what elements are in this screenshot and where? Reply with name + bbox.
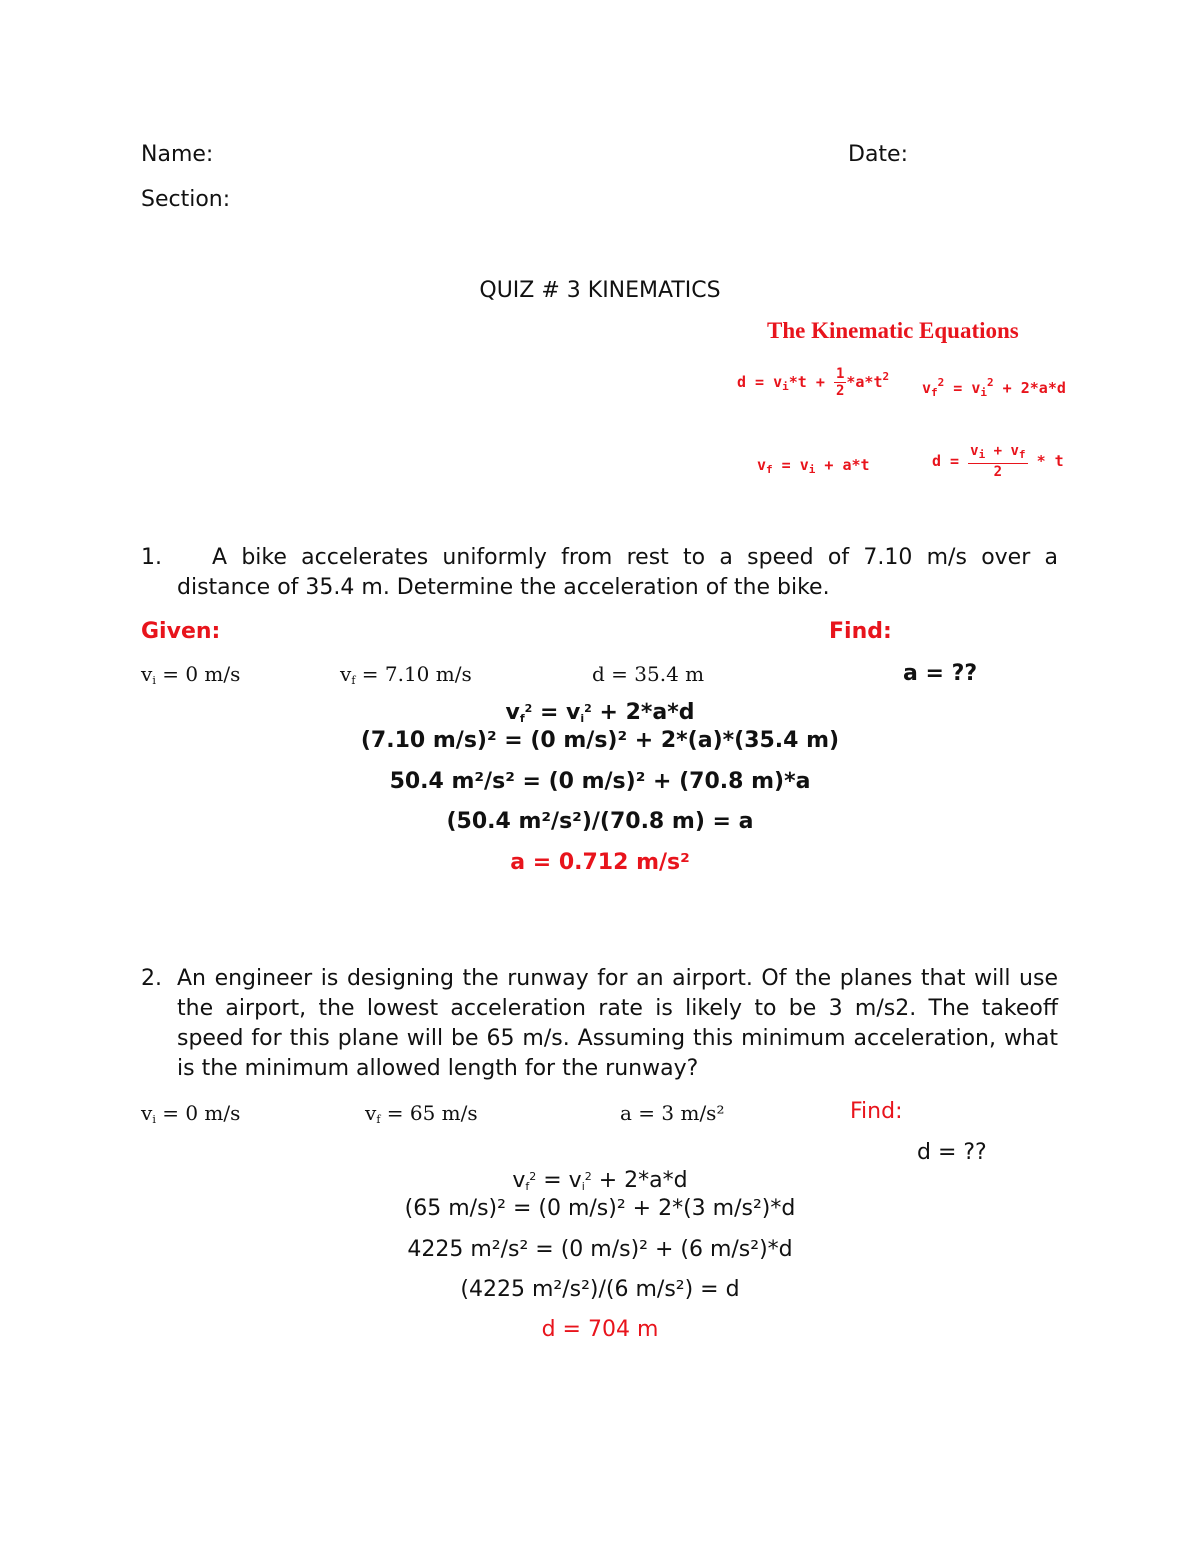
problem-2-step-1: $vf^2 = vi^2 + 2*a*d$ bbox=[512, 1168, 688, 1193]
find-acceleration: a = ?? bbox=[903, 661, 978, 686]
given-label: Given: bbox=[141, 619, 221, 644]
problem-1-number: 1. bbox=[141, 545, 162, 570]
problem-1-text: A bike accelerates uniformly from rest to a speed of 7.10 m/s over a distance of 35.4 m. Determine the acceleration of the bike. bbox=[177, 545, 1058, 600]
kinematic-equation-velocity: $v_f = v_i + a*t$ bbox=[757, 456, 870, 476]
problem-2-text: An engineer is designing the runway for an airport. Of the planes that will use the airport, the lowest acceleration rate is likely to be 3 m/s2. The takeoff speed for this plane will be 65 m/s. Assuming this minimum acceleration, what is the minimum allowed length for the runway? bbox=[177, 966, 1058, 1081]
given-initial-velocity-2: vi = 0 m/s bbox=[141, 1101, 241, 1126]
problem-2-step-3: 4225 m²/s² = (0 m/s)² + (6 m/s²)*d bbox=[407, 1237, 793, 1262]
given-acceleration-2: a = 3 m/s² bbox=[620, 1101, 725, 1125]
name-label: Name: bbox=[141, 142, 214, 167]
kinematic-equation-average-velocity: d = $\frac{v_i + v_f}{2}$ * t bbox=[932, 443, 1064, 480]
kinematic-equation-velocity-squared: $v_f^2 = v_i^2 + 2*a*d$ bbox=[922, 376, 1066, 399]
problem-2-step-2: (65 m/s)² = (0 m/s)² + 2*(3 m/s²)*d bbox=[404, 1196, 796, 1221]
problem-2-answer: d = 704 m bbox=[541, 1317, 659, 1342]
quiz-title: QUIZ # 3 KINEMATICS bbox=[479, 278, 721, 303]
section-label: Section: bbox=[141, 187, 231, 212]
find-label: Find: bbox=[829, 619, 892, 644]
find-label-2: Find: bbox=[850, 1099, 903, 1124]
problem-2-number: 2. bbox=[141, 966, 162, 991]
problem-1-answer: a = 0.712 m/s² bbox=[510, 850, 690, 875]
problem-2-step-4: (4225 m²/s²)/(6 m/s²) = d bbox=[460, 1277, 740, 1302]
problem-1-step-3: 50.4 m²/s² = (0 m/s)² + (70.8 m)*a bbox=[389, 769, 811, 794]
problem-1-step-2: (7.10 m/s)² = (0 m/s)² + 2*(a)*(35.4 m) bbox=[360, 728, 840, 753]
problem-1-step-4: (50.4 m²/s²)/(70.8 m) = a bbox=[446, 809, 754, 834]
problem-1-step-1: $vf^2 = vi^2 + 2*a*d$ bbox=[505, 700, 695, 725]
given-distance: d = 35.4 m bbox=[592, 662, 705, 686]
given-final-velocity: vf = 7.10 m/s bbox=[340, 662, 472, 687]
date-label: Date: bbox=[848, 142, 908, 167]
given-final-velocity-2: vf = 65 m/s bbox=[365, 1101, 478, 1126]
given-initial-velocity: vi = 0 m/s bbox=[141, 662, 241, 687]
kinematic-equations-heading: The Kinematic Equations bbox=[767, 318, 1019, 343]
find-distance: d = ?? bbox=[917, 1140, 987, 1165]
kinematic-equation-displacement: $d = v_i*t$ + $\frac{1}{2}$ $*a*t^2$ bbox=[737, 366, 890, 399]
